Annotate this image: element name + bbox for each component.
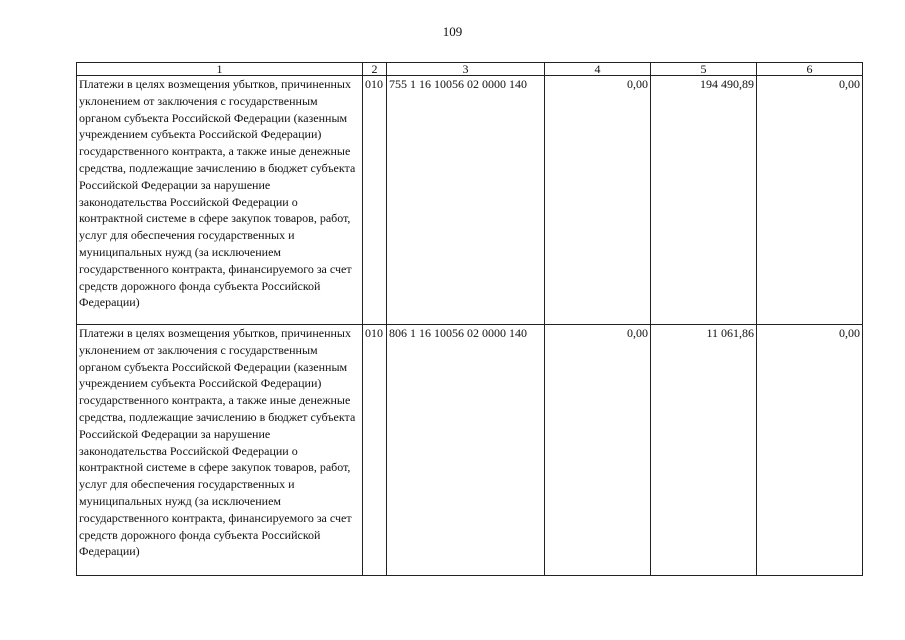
table-row [77, 76, 863, 325]
row-col5-value: 194 490,89 [651, 76, 757, 325]
column-header: 5 [651, 63, 757, 76]
column-header: 4 [545, 63, 651, 76]
column-header: 3 [387, 63, 545, 76]
row-description: Платежи в целях возмещения убытков, причиненных уклонением от заключения с государственным органом субъекта Российской Федерации (казенным учреждением субъекта Российской Федерации) государственного контракта, а также иные денежные средства, подлежащие зачислению в бюджет субъекта Российской Федерации за нарушение законодательства Российской Федерации о контрактной системе в сфере закупок товаров, работ, услуг для обеспечения государственных и муниципальных нужд (за исключением государственного контракта, финансируемого за счет средств дорожного фонда субъекта Российской Федерации) [77, 76, 363, 325]
row-col4-value: 0,00 [545, 76, 651, 325]
row-col5-value: 11 061,86 [651, 325, 757, 576]
table-row [77, 325, 863, 576]
row-col6-value: 0,00 [757, 325, 863, 576]
row-col6-value: 0,00 [757, 76, 863, 325]
row-description: Платежи в целях возмещения убытков, причиненных уклонением от заключения с государственным органом субъекта Российской Федерации (казенным учреждением субъекта Российской Федерации) государственного контракта, а также иные денежные средства, подлежащие зачислению в бюджет субъекта Российской Федерации за нарушение законодательства Российской Федерации о контрактной системе в сфере закупок товаров, работ, услуг для обеспечения государственных и муниципальных нужд (за исключением государственного контракта, финансируемого за счет средств дорожного фонда субъекта Российской Федерации) [77, 325, 363, 576]
column-header: 2 [363, 63, 387, 76]
column-header: 1 [77, 63, 363, 76]
row-kbk-code: 806 1 16 10056 02 0000 140 [387, 325, 545, 576]
row-line-code: 010 [363, 76, 387, 325]
row-line-code: 010 [363, 325, 387, 576]
column-header: 6 [757, 63, 863, 76]
table-header-row [77, 63, 863, 76]
row-kbk-code: 755 1 16 10056 02 0000 140 [387, 76, 545, 325]
page-number: 109 [442, 24, 463, 39]
report-table [76, 62, 863, 576]
row-col4-value: 0,00 [545, 325, 651, 576]
